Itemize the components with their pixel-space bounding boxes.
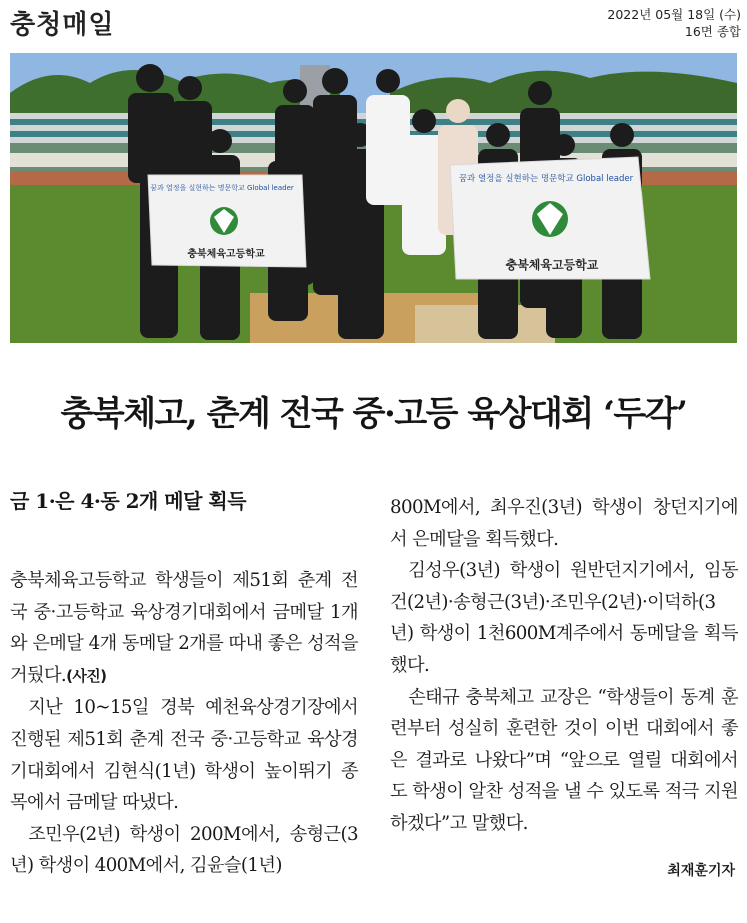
- body-paragraph: 800M에서, 최우진(3년) 학생이 창던지기에서 은메달을 획득했다.: [390, 497, 738, 550]
- dateline: [607, 6, 741, 40]
- newspaper-masthead: 충청매일: [10, 10, 115, 40]
- school-banner-right: [450, 157, 650, 279]
- article-body-right: [390, 492, 738, 840]
- school-banner-left: [148, 175, 306, 267]
- article-headline: 충북체고, 춘계 전국 중·고등 육상대회 ‘두각’: [60, 394, 687, 434]
- page-section: 16면 종합: [684, 24, 741, 39]
- article-body-left: [10, 565, 358, 882]
- body-paragraph: 충북체육고등학교 학생들이 제51회 춘계 전국 중·고등학교 육상경기대회에서 금메달 1개와 은메달 4개 동메달 2개를 따내 좋은 성적을 거뒀다.(사진): [10, 570, 358, 686]
- banner-slogan-left: 꿈과 열정을 실현하는 명문학교 Global leader: [150, 184, 294, 192]
- article-subhead: 금 1·은 4·동 2개 메달 획득: [10, 489, 247, 513]
- photo-reference: (사진): [66, 666, 107, 685]
- body-paragraph: 조민우(2년) 학생이 200M에서, 송형근(3년) 학생이 400M에서, 김윤슬(1년): [10, 823, 358, 877]
- article-photo: [10, 53, 737, 343]
- body-paragraph: 김성우(3년) 학생이 원반던지기에서, 임동건(2년)·송형근(3년)·조민우(2년)·이덕하(3년) 학생이 1천600M계주에서 동메달을 획득했다.: [390, 560, 738, 676]
- banner-school-left: 충북체육고등학교: [187, 249, 265, 260]
- banner-slogan-right: 꿈과 열정을 실현하는 명문학교 Global leader: [458, 174, 634, 184]
- team-photo-illustration: [10, 53, 737, 343]
- body-paragraph: 손태규 충북체고 교장은 “학생들이 동계 훈련부터 성실히 훈련한 것이 이번 대회에서 좋은 결과로 나왔다”며 “앞으로 열릴 대회에서도 학생이 알찬 성적을 낼 수 있도록 적극 지원하겠다”고 말했다.: [390, 686, 738, 834]
- reporter-byline: 최재훈기자: [667, 863, 735, 879]
- issue-date: 2022년 05월 18일 (수): [607, 7, 741, 22]
- banner-school-right: 충북체육고등학교: [505, 258, 599, 272]
- body-paragraph: 지난 10~15일 경북 예천육상경기장에서 진행된 제51회 춘계 전국 중·고등학교 육상경기대회에서 김현식(1년) 학생이 높이뛰기 종목에서 금메달 따냈다.: [10, 697, 358, 814]
